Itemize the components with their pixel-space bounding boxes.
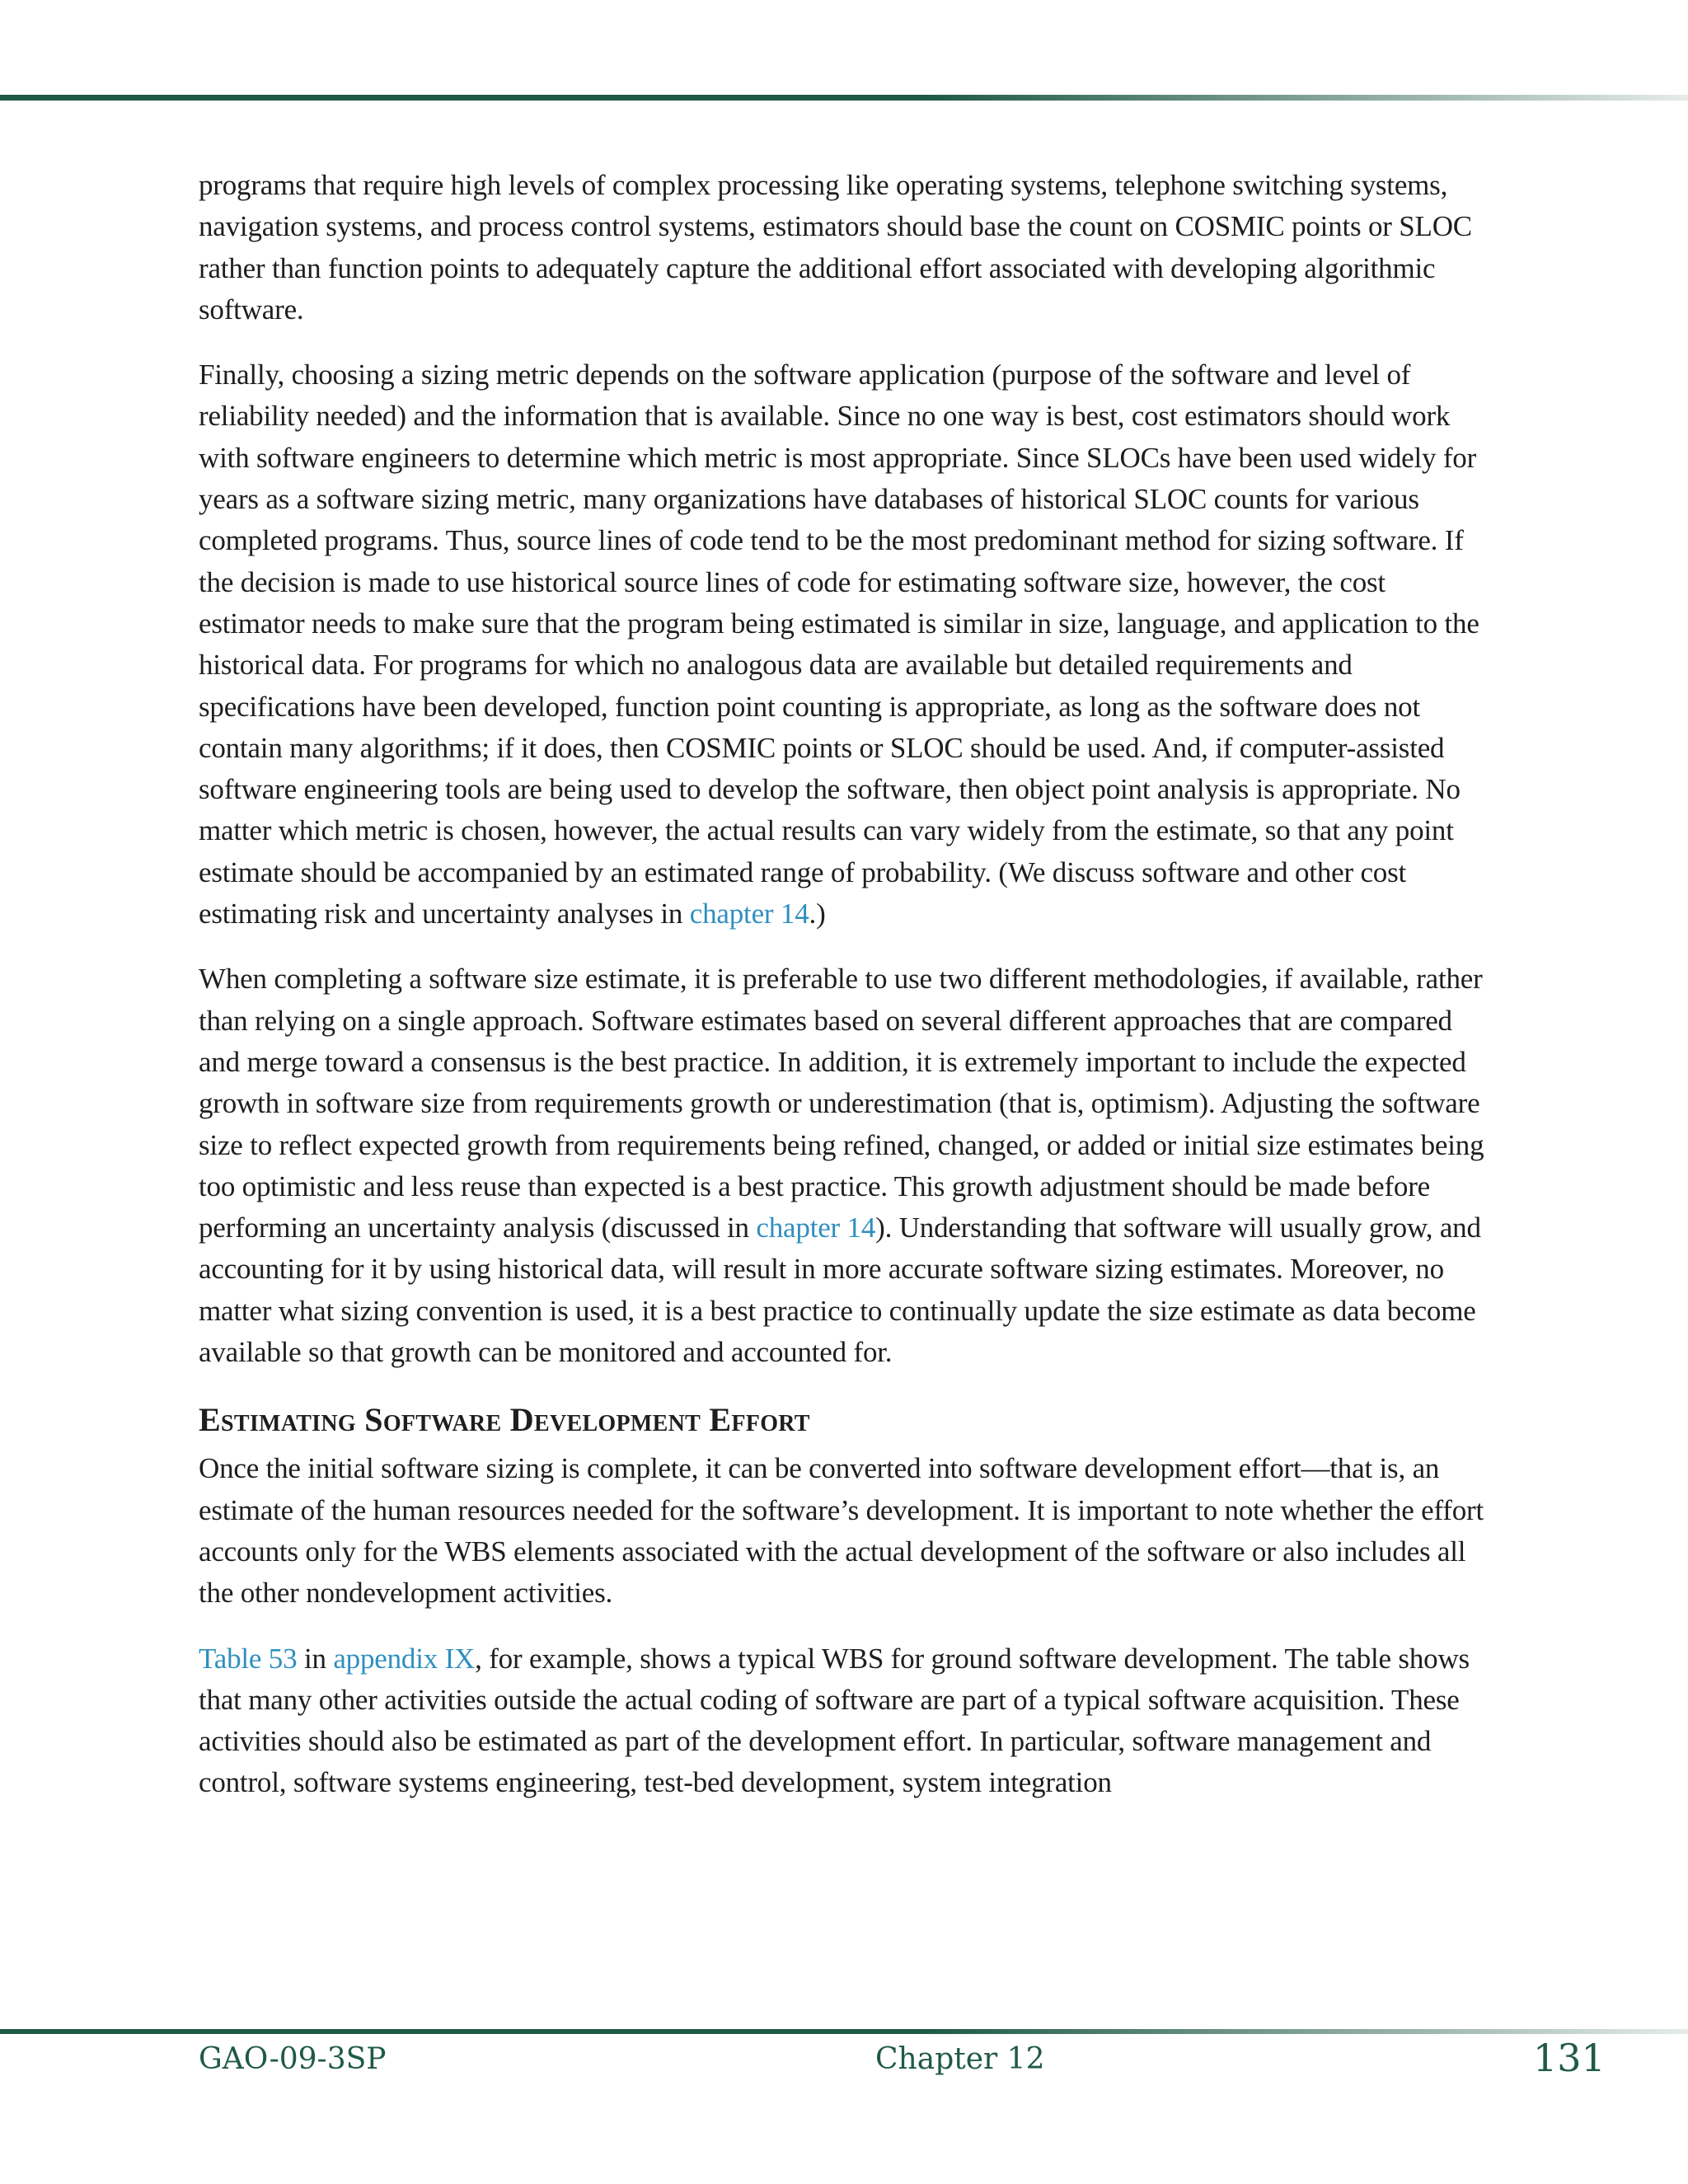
page-body: [199, 165, 1493, 1828]
section-heading: Estimating Software Development Effort: [199, 1401, 810, 1439]
paragraph-1: programs that require high levels of complex processing like operating systems, telephone switching systems, navigation systems, and process control systems, estimators should base the count on COSMIC points or SLOC rather than function points to adequately capture the additional effort associated with developing algorithmic software.: [199, 169, 1472, 326]
document-id: GAO-09-3SP: [199, 2042, 387, 2076]
paragraph-4: Once the initial software sizing is complete, it can be converted into software development effort—that is, an estimate of the human resources needed for the software’s development. It is important to note whether the effort accounts only for the WBS elements associated with the actual development of the software or also includes all the other nondevelopment activities.: [199, 1452, 1484, 1610]
paragraph-3: [199, 958, 1493, 1373]
paragraph-2-end: .): [809, 898, 826, 930]
paragraph-2-text: Finally, choosing a sizing metric depends on the software application (purpose of the software and level of reliability needed) and the information that is available. Since no one way is best, cost estimators should work with software engineers to determine which metric is most appropriate. Since SLOCs have been used widely for years as a software sizing metric, many organizations have databases of historical SLOC counts for various completed programs. Thus, source lines of code tend to be the most predominant method for sizing software. If the decision is made to use historical source lines of code for estimating software size, however, the cost estimator needs to make sure that the program being estimated is similar in size, language, and application to the historical data. For programs for which no analogous data are available but detailed requirements and specifications have been developed, function point counting is appropriate, as long as the software does not contain many algorithms; if it does, then COSMIC points or SLOC should be used. And, if computer-assisted software engineering tools are being used to develop the software, then object point analysis is appropriate. No matter which metric is chosen, however, the actual results can vary widely from the estimate, so that any point estimate should be accompanied by an estimated range of probability. (We discuss software and other cost estimating risk and uncertainty analyses in: [199, 359, 1479, 930]
appendix-ix-link[interactable]: appendix IX: [333, 1642, 476, 1675]
paragraph-2: [199, 354, 1493, 935]
paragraph-5-text: , for example, shows a typical WBS for ground software development. The table shows that many other activities outside the actual coding of software are part of a typical software acquisition. These activities should also be estimated as part of the development effort. In particular, software management and control, software systems engineering, test-bed development, system integration: [199, 1642, 1470, 1799]
chapter-14-link[interactable]: chapter 14: [756, 1212, 876, 1244]
paragraph-3-end: ). Understanding that software will usually grow, and accounting for it by using historical data, will result in more accurate software sizing estimates. Moreover, no matter what sizing convention is used, it is a best practice to continually update the size estimate as data become available so that growth can be monitored and accounted for.: [199, 1212, 1481, 1369]
top-rule: [0, 95, 1688, 101]
table-53-link[interactable]: Table 53: [199, 1642, 298, 1675]
chapter-label: Chapter 12: [875, 2042, 1045, 2076]
paragraph-3-text: When completing a software size estimate, it is preferable to use two different methodologies, if available, rather than relying on a single approach. Software estimates based on several different approaches that are compared and merge toward a consensus is the best practice. In addition, it is extremely important to include the expected growth in software size from requirements growth or underestimation (that is, optimism). Adjusting the software size to reflect expected growth from requirements being refined, changed, or added or initial size estimates being too optimistic and less reuse than expected is a best practice. This growth adjustment should be made before performing an uncertainty analysis (discussed in: [199, 963, 1484, 1244]
page-footer: [0, 2034, 1688, 2083]
page-number: 131: [1533, 2036, 1606, 2080]
paragraph-5-mid: in: [297, 1642, 334, 1675]
paragraph-5: [199, 1638, 1493, 1804]
chapter-14-link[interactable]: chapter 14: [689, 898, 809, 930]
